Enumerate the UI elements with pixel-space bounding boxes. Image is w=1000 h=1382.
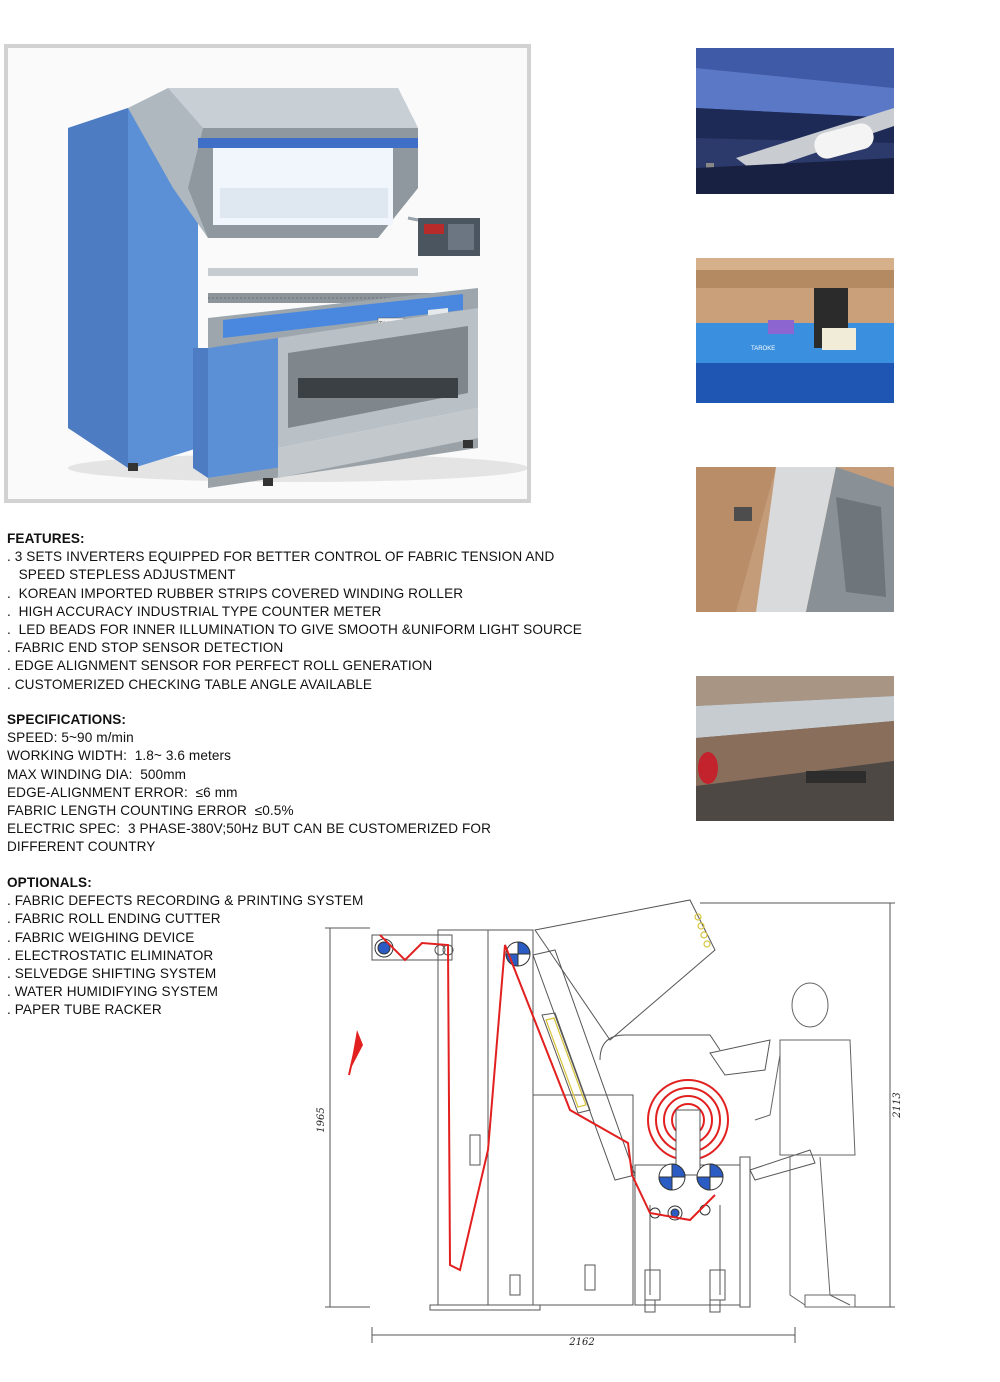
machine-photo-frame	[4, 44, 531, 503]
optional-item: . SELVEDGE SHIFTING SYSTEM	[7, 966, 217, 982]
spec-item: MAX WINDING DIA: 500mm	[7, 766, 187, 782]
spec-item: WORKING WIDTH: 1.8~ 3.6 meters	[7, 748, 232, 764]
features-section	[7, 530, 582, 694]
feature-item: . EDGE ALIGNMENT SENSOR FOR PERFECT ROLL GENERATION	[7, 658, 433, 674]
specifications-heading: SPECIFICATIONS:	[7, 712, 127, 727]
thumbnail-end-sensor	[696, 467, 894, 612]
thumbnail-edge-rail	[696, 48, 894, 194]
optional-item: . FABRIC DEFECTS RECORDING & PRINTING SYSTEM	[7, 893, 364, 909]
feature-item: . CUSTOMERIZED CHECKING TABLE ANGLE AVAILABLE	[7, 676, 373, 692]
feature-item: . HIGH ACCURACY INDUSTRIAL TYPE COUNTER METER	[7, 603, 382, 619]
optional-item: . FABRIC WEIGHING DEVICE	[7, 929, 195, 945]
thumbnail-edge-sensor	[696, 258, 894, 403]
dim-height-left: 1965	[316, 1107, 327, 1133]
feature-item: . FABRIC END STOP SENSOR DETECTION	[7, 640, 284, 656]
fabric-path	[380, 935, 715, 1270]
optional-item: . FABRIC ROLL ENDING CUTTER	[7, 911, 221, 927]
dim-width-bottom: 2162	[569, 1337, 595, 1348]
spec-item: EDGE-ALIGNMENT ERROR: ≤6 mm	[7, 784, 238, 800]
machine-photo	[8, 48, 527, 499]
feature-item: . LED BEADS FOR INNER ILLUMINATION TO GIVE SMOOTH &UNIFORM LIGHT SOURCE	[7, 622, 582, 638]
optional-item: . WATER HUMIDIFYING SYSTEM	[7, 984, 219, 1000]
feature-item: SPEED STEPLESS ADJUSTMENT	[7, 567, 236, 583]
optional-item: . ELECTROSTATIC ELIMINATOR	[7, 947, 214, 963]
spec-item: DIFFERENT COUNTRY	[7, 839, 156, 855]
feature-item: . 3 SETS INVERTERS EQUIPPED FOR BETTER CONTROL OF FABRIC TENSION AND	[7, 549, 555, 565]
specifications-section	[7, 711, 491, 857]
operator-figure	[755, 983, 855, 1307]
optional-item: . PAPER TUBE RACKER	[7, 1002, 162, 1018]
thumbnail-winding-roller	[696, 676, 894, 821]
spec-item: FABRIC LENGTH COUNTING ERROR ≤0.5%	[7, 803, 294, 819]
feature-item: . KOREAN IMPORTED RUBBER STRIPS COVERED WINDING ROLLER	[7, 585, 464, 601]
features-heading: FEATURES:	[7, 531, 85, 546]
spec-item: ELECTRIC SPEC: 3 PHASE-380V;50Hz BUT CAN BE CUSTOMERIZED FOR	[7, 821, 492, 837]
machine-side-diagram	[310, 895, 910, 1355]
optionals-heading: OPTIONALS:	[7, 875, 92, 890]
dim-height-right: 2113	[892, 1092, 903, 1118]
thumbnail-brand: TAROKE	[751, 346, 776, 352]
spec-item: SPEED: 5~90 m/min	[7, 730, 134, 746]
